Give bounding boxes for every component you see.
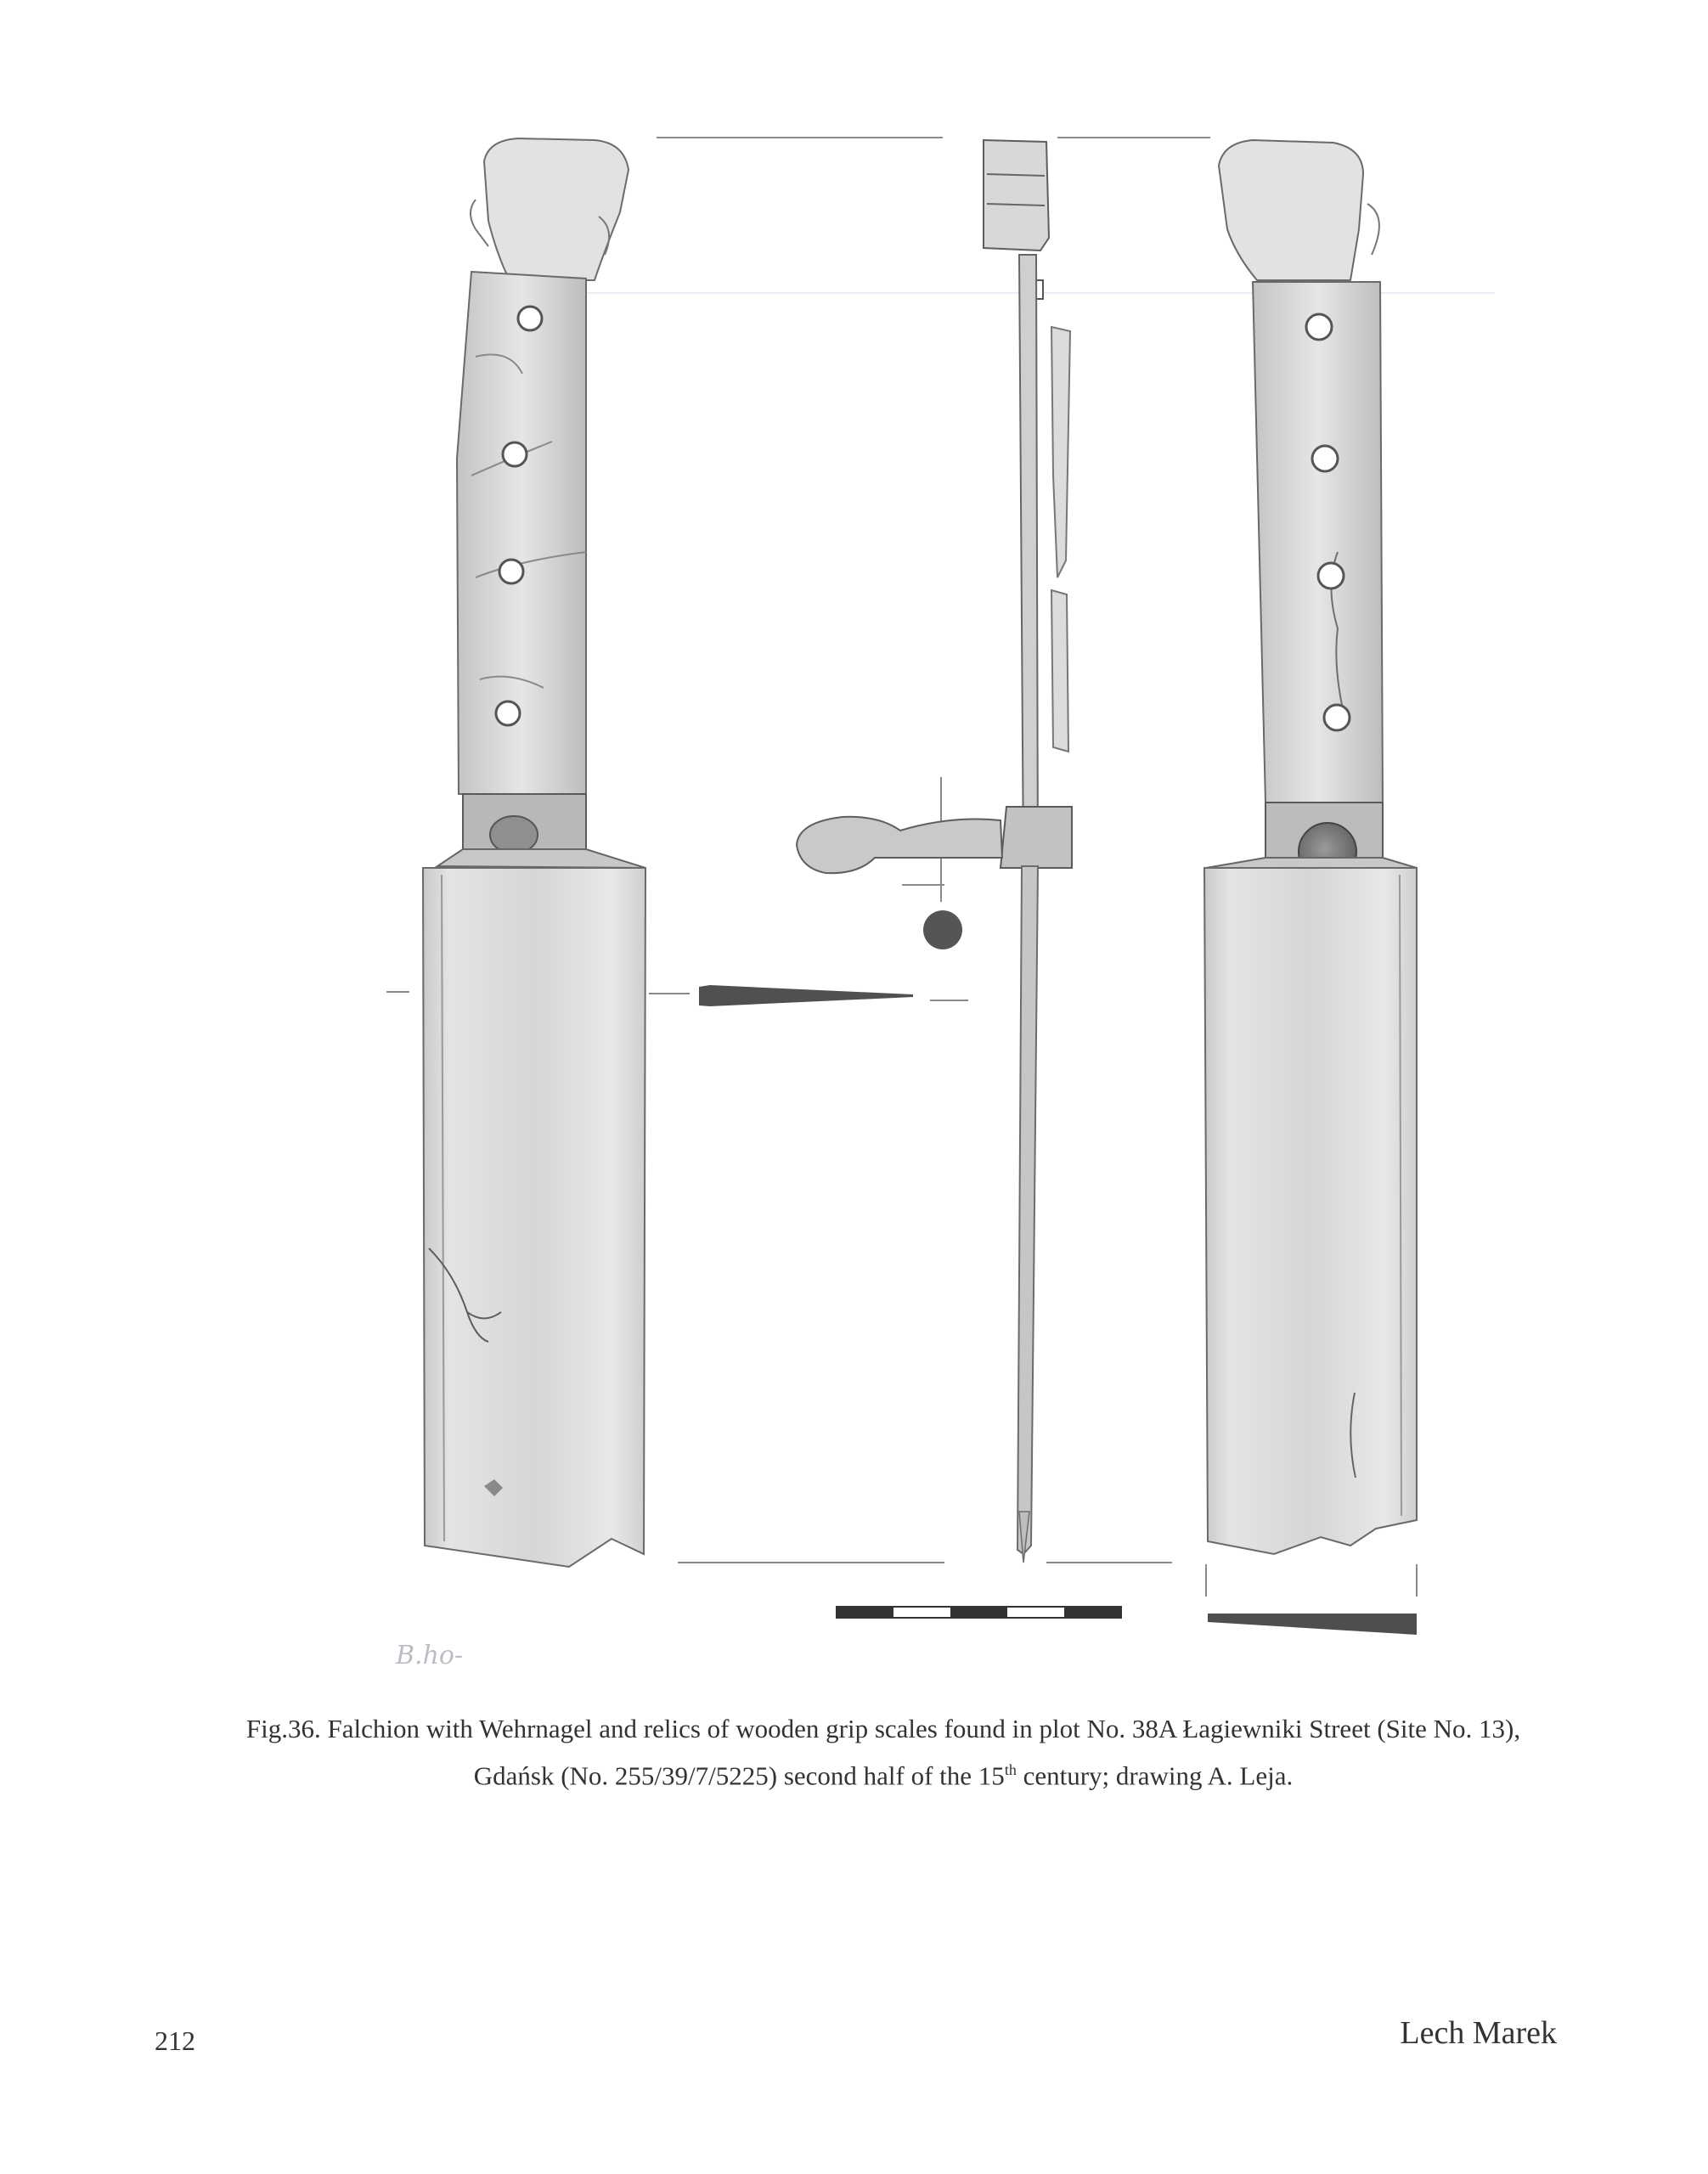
scale-bar xyxy=(837,1607,1121,1618)
caption-line-2 xyxy=(195,1749,1571,1796)
caption-superscript: th xyxy=(1004,1761,1017,1778)
falchion-side-view xyxy=(699,140,1072,1563)
caption-line-1: Fig.36. Falchion with Wehrnagel and relics of wooden grip scales found in plot No. 38A Łagiewniki Street (Site No. 13), xyxy=(245,1714,1521,1743)
caption-line-2-start: Gdańsk (No. 255/39/7/5225) second half of the 15 xyxy=(473,1760,1005,1791)
running-footer-author: Lech Marek xyxy=(1400,2015,1557,2051)
page-number: 212 xyxy=(155,2025,195,2056)
figure-caption xyxy=(195,1709,1571,1796)
falchion-back-view xyxy=(1204,140,1417,1635)
caption-line-2-end: century; drawing A. Leja. xyxy=(1016,1760,1294,1791)
falchion-front-view xyxy=(423,138,645,1567)
artist-signature: B.ho- xyxy=(396,1641,464,1670)
